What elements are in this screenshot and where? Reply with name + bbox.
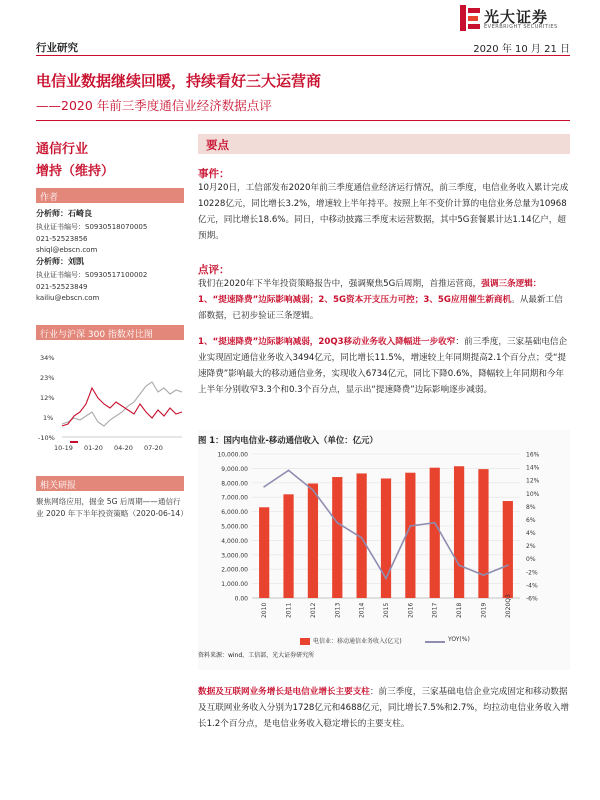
comment-text: 我们在2020年下半年投资策略报告中，强调聚焦5G后周期，首推运营商， bbox=[198, 279, 482, 289]
legend-line-swatch bbox=[425, 641, 445, 643]
chart-y-left-tick: 0.00 bbox=[234, 595, 248, 603]
legend-bar-swatch bbox=[300, 638, 310, 645]
chart-x-tick: 2015 bbox=[383, 602, 390, 618]
chart-y-right-tick: -4% bbox=[526, 582, 538, 590]
chart-y-left-tick: 9,000.00 bbox=[221, 465, 248, 473]
analyst-cert: 执业证书编号：S0930518070005 bbox=[36, 223, 148, 231]
chart-y-right-tick: -6% bbox=[526, 595, 538, 603]
chart-y-right-tick: -2% bbox=[526, 569, 538, 577]
analyst-name: 分析师：刘凯 bbox=[36, 257, 84, 266]
report-category: 行业研究 bbox=[36, 42, 78, 54]
chart-point bbox=[312, 489, 314, 491]
keypoints-label: 要点 bbox=[206, 138, 229, 152]
analyst-name: 分析师：石崎良 bbox=[36, 209, 92, 218]
analyst-email[interactable]: shiql@ebscn.com bbox=[36, 246, 98, 254]
chart-x-tick: 2018 bbox=[456, 602, 464, 618]
chart-point bbox=[263, 486, 265, 488]
bottom-paragraph bbox=[198, 684, 570, 732]
chart-y-right-tick: 14% bbox=[526, 464, 540, 472]
authors-header: 作者 bbox=[36, 188, 184, 203]
chart-x-tick: 2010 bbox=[261, 602, 269, 618]
bottom-highlight: 数据及互联网业务增长是电信业增长主要支柱 bbox=[198, 687, 370, 697]
keypoints-banner bbox=[198, 134, 570, 154]
rating-label: 增持（维持） bbox=[36, 164, 115, 179]
chart-bar bbox=[283, 494, 293, 598]
event-label: 事件： bbox=[198, 168, 230, 180]
report-subtitle: ——2020 年前三季度通信业经济数据点评 bbox=[36, 98, 272, 113]
chart-y-left-tick: 3,000.00 bbox=[221, 552, 248, 560]
chart-point bbox=[361, 537, 363, 539]
chart-x-tick: 2017 bbox=[431, 602, 439, 618]
index-x-tick: 01-20 bbox=[84, 444, 103, 452]
chart-point bbox=[409, 525, 411, 527]
related-report-link[interactable]: 聚焦网络应用，掘金 5G 后周期——通信行业 2020 年下半年投资策略（2020-06-14） bbox=[36, 497, 188, 518]
chart-bar bbox=[454, 466, 464, 598]
chart-bar bbox=[430, 468, 440, 598]
comment-paragraph bbox=[198, 276, 570, 324]
chart-bar bbox=[503, 501, 513, 598]
related-reports-header: 相关研报 bbox=[36, 476, 184, 491]
index-x-tick: 07-20 bbox=[144, 444, 163, 452]
chart-point bbox=[288, 469, 290, 471]
header-divider bbox=[36, 55, 570, 56]
chart-y-left-tick: 7,000.00 bbox=[221, 494, 248, 502]
legend-line-label: YOY(%) bbox=[448, 636, 470, 643]
chart-bar bbox=[381, 478, 391, 598]
index-y-tick: -10% bbox=[38, 434, 55, 442]
bottom-text: ：前三季度，三家基础电信企业完成固定和移动数据及互联网业务收入分别为1728亿元和4688亿元，同比增长7.5%和2.7%，均拉动电信业务收入增长1.2个百分点，是电信业务收入稳定增长的主要支柱。 bbox=[198, 687, 570, 729]
chart-title: 图 1：国内电信业-移动通信收入（单位：亿元） bbox=[198, 435, 378, 445]
chart-x-tick: 2011 bbox=[285, 602, 293, 618]
chart-x-tick: 2014 bbox=[358, 602, 366, 618]
chart-point bbox=[507, 564, 509, 566]
comment-highlight: 强调三条逻辑：1、“提速降费”边际影响减弱；2、5G资本开支压力可控；3、5G应用催生新商机 bbox=[198, 279, 542, 305]
chart-y-left-tick: 6,000.00 bbox=[221, 509, 248, 517]
chart-bar bbox=[259, 507, 269, 598]
chart-y-right-tick: 12% bbox=[526, 477, 540, 485]
analyst-1 bbox=[36, 208, 147, 254]
chart-bar bbox=[308, 484, 318, 598]
chart-x-tick: 2019 bbox=[480, 602, 488, 618]
event-paragraph: 10月20日，工信部发布2020年前三季度通信业经济运行情况，前三季度，电信业务收入累计完成10228亿元，同比增长3.2%，增速较上半年持平。按照上年不变价计算的电信业务总量为10968亿元，同比增长18.6%。同日，中移动披露三季度末运营数据，其中5G套餐累计达1.14亿户，超预期。 bbox=[198, 183, 569, 241]
chart-y-right-tick: 0% bbox=[526, 556, 536, 564]
chart-point bbox=[458, 564, 460, 566]
point1-highlight: 1、“提速降费”边际影响减弱，20Q3移动业务收入降幅进一步收窄 bbox=[198, 337, 456, 347]
analyst-cert: 执业证书编号：S0930517100002 bbox=[36, 271, 148, 279]
analyst-phone: 021-52523849 bbox=[36, 283, 88, 291]
analyst-email[interactable]: kailiu@ebscn.com bbox=[36, 294, 100, 302]
report-title: 电信业数据继续回暖，持续看好三大运营商 bbox=[36, 72, 322, 90]
comment-label: 点评： bbox=[198, 264, 230, 276]
report-date: 2020 年 10 月 21 日 bbox=[473, 44, 570, 55]
index-y-tick: 23% bbox=[40, 374, 55, 382]
chart-y-right-tick: 6% bbox=[526, 516, 536, 524]
brand-subname: EVERBRIGHT SECURITIES bbox=[484, 24, 558, 30]
chart-y-left-tick: 1,000.00 bbox=[221, 581, 248, 589]
chart-bar bbox=[478, 469, 488, 598]
chart-point bbox=[336, 522, 338, 524]
chart-x-tick: 2012 bbox=[309, 602, 317, 618]
revenue-chart bbox=[198, 446, 570, 636]
brand-logo-icon bbox=[460, 5, 480, 31]
index-y-tick: 34% bbox=[40, 354, 55, 362]
chart-point bbox=[434, 522, 436, 524]
index-x-tick: 10-19 bbox=[54, 444, 73, 452]
chart-y-left-tick: 8,000.00 bbox=[221, 480, 248, 488]
chart-source: 资料来源：wind，工信部，光大证券研究所 bbox=[198, 652, 315, 659]
chart-x-tick: 2013 bbox=[334, 602, 342, 618]
industry-label: 通信行业 bbox=[36, 142, 89, 157]
chart-y-left-tick: 4,000.00 bbox=[221, 537, 248, 545]
legend-bar-label: 电信业：移动通信业务收入(亿元) bbox=[313, 638, 402, 645]
index-y-tick: 1% bbox=[43, 414, 54, 422]
chart-point bbox=[483, 574, 485, 576]
point1-text: ：前三季度，三家基础电信企业实现固定通信业务收入3494亿元，同比增长11.5%，增速较上年同期提高2.1个百分点；受“提速降费”影响最大的移动通信业务，实现收入6734亿元，同比下降0.6%，降幅较上年同期和今年上半年分别收窄3.3个和0.3个百分点，显示出“提速降费”边际影响逐步减弱。 bbox=[198, 337, 568, 395]
brand-name: 光大证券 bbox=[484, 8, 549, 26]
chart-y-right-tick: 8% bbox=[526, 503, 536, 511]
chart-y-left-tick: 10,000.00 bbox=[217, 451, 248, 459]
point1-paragraph bbox=[198, 334, 570, 398]
chart-y-right-tick: 10% bbox=[526, 490, 540, 498]
chart-x-tick: 2016 bbox=[407, 602, 415, 618]
title-divider bbox=[36, 120, 570, 121]
index-chart-header: 行业与沪深 300 指数对比图 bbox=[36, 325, 184, 340]
analyst-2 bbox=[36, 256, 147, 302]
index-x-tick: 04-20 bbox=[114, 444, 133, 452]
index-y-tick: 12% bbox=[40, 394, 55, 402]
chart-x-tick: 2020Q3 bbox=[504, 594, 512, 618]
index-comparison-chart bbox=[36, 342, 184, 452]
index-line-csi300 bbox=[62, 382, 182, 426]
chart-y-left-tick: 5,000.00 bbox=[221, 523, 248, 531]
chart-bar bbox=[332, 477, 342, 598]
chart-y-left-tick: 2,000.00 bbox=[221, 566, 248, 574]
chart-y-right-tick: 4% bbox=[526, 530, 536, 538]
chart-point bbox=[385, 577, 387, 579]
chart-y-right-tick: 16% bbox=[526, 451, 540, 459]
analyst-phone: 021-52523856 bbox=[36, 235, 88, 243]
chart-y-right-tick: 2% bbox=[526, 543, 536, 551]
comment-text: 。从最新工信部数据，已初步验证三条逻辑。 bbox=[198, 295, 563, 321]
